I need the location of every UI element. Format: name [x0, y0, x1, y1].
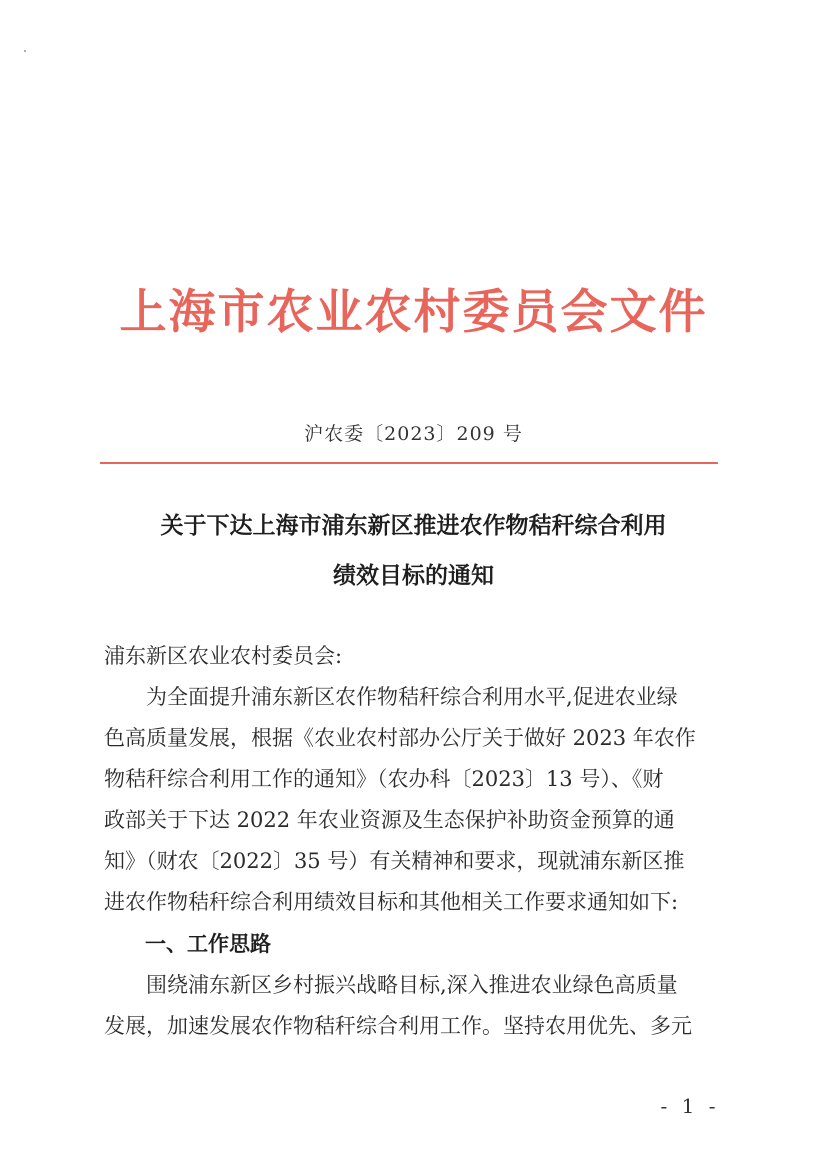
body-line: 色高质量发展，根据《农业农村部办公厅关于做好 2023 年农作 — [104, 726, 696, 750]
section-heading: 一、工作思路 — [145, 932, 271, 956]
document-number: 沪农委〔2023〕209 号 — [304, 423, 523, 445]
issuing-authority-header: 上海市农业农村委员会文件 — [119, 285, 708, 340]
body-line: 进农作物秸秆综合利用绩效目标和其他相关工作要求通知如下: — [104, 890, 679, 914]
notice-title-line-1: 关于下达上海市浦东新区推进农作物秸秆综合利用 — [160, 513, 667, 539]
body-line: 为全面提升浦东新区农作物秸秆综合利用水平,促进农业绿 — [146, 685, 678, 709]
red-divider-line — [100, 462, 718, 464]
body-line: 围绕浦东新区乡村振兴战略目标,深入推进农业绿色高质量 — [146, 973, 678, 997]
body-line: 物秸秆综合利用工作的通知》（农办科〔2023〕13 号）、《财 — [104, 767, 664, 791]
body-line: 政部关于下达 2022 年农业资源及生态保护补助资金预算的通 — [104, 808, 675, 832]
scan-speck — [24, 50, 26, 52]
body-line: 发展，加速发展农作物秸秆综合利用工作。坚持农用优先、多元 — [104, 1014, 692, 1038]
notice-title-line-2: 绩效目标的通知 — [333, 563, 494, 589]
page-number: - 1 - — [660, 1094, 720, 1118]
body-line: 知》（财农〔2022〕35 号）有关精神和要求，现就浦东新区推 — [104, 849, 685, 873]
recipient: 浦东新区农业农村委员会: — [104, 644, 343, 668]
